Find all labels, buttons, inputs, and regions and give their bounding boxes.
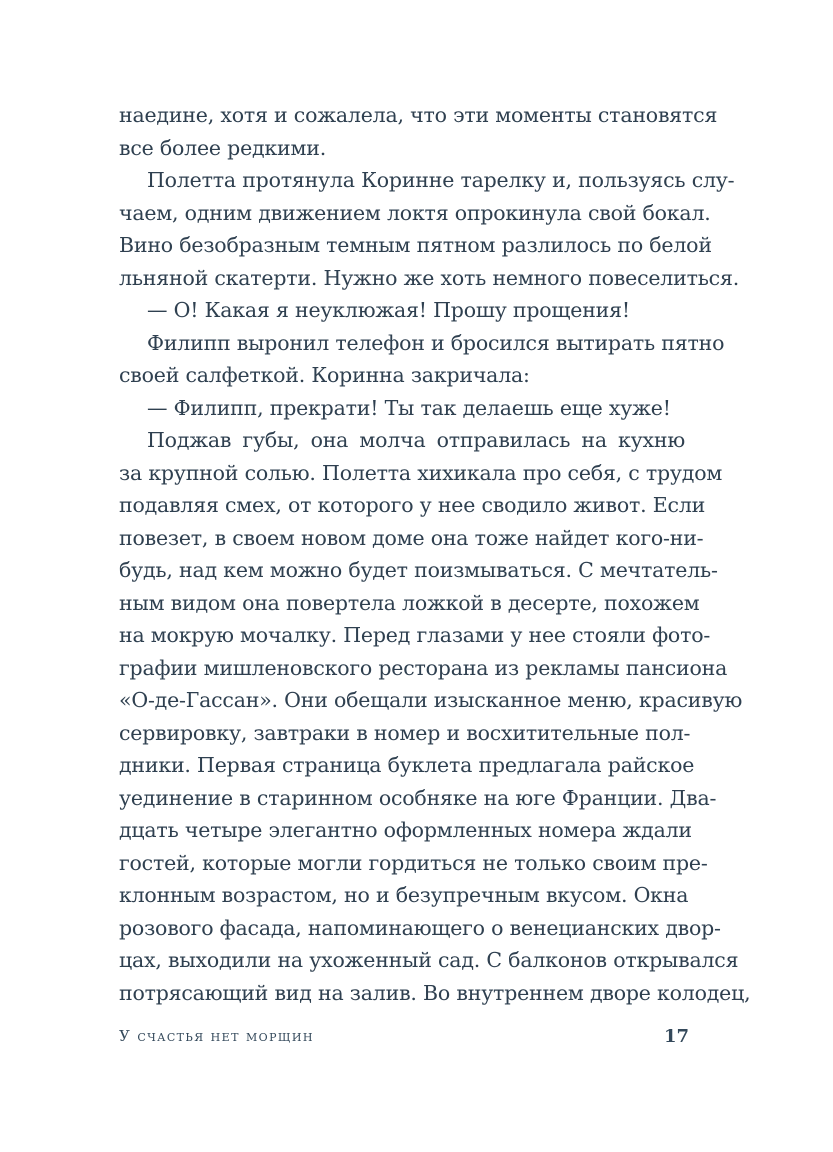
text-line: Полетта протянула Коринне тарелку и, пользуясь слу- [147, 168, 735, 192]
text-line: наедине, хотя и сожалела, что эти моменты становятся [119, 103, 718, 127]
text-line: за крупной солью. Полетта хихикала про себя, с трудом [119, 460, 723, 485]
text-line: Филипп выронил телефон и бросился вытирать пятно [147, 330, 725, 355]
text-line: дники. Первая страница буклета предлагала райское [119, 753, 695, 777]
text-line: Поджав губы, она молча отправилась на кухню [147, 428, 685, 452]
text-line: клонным возрастом, но и безупречным вкусом. Окна [119, 883, 689, 907]
text-line: сервировку, завтраки в номер и восхитительные пол- [119, 720, 691, 745]
text-line: будь, над кем можно будет поизмываться. С мечтатель- [119, 558, 718, 582]
text-line: уединение в старинном особняке на юге Франции. Два- [119, 785, 717, 810]
text-line: дцать четыре элегантно оформленных номера ждали [119, 818, 692, 842]
page-number: 17 [664, 1026, 690, 1047]
text-line: — Филипп, прекрати! Ты так делаешь еще хуже! [147, 395, 671, 420]
text-line: Вино безобразным темным пятном разлилось по белой [119, 233, 712, 257]
text-line: графии мишленовского ресторана из рекламы пансиона [119, 655, 728, 680]
text-line: все более редкими. [119, 135, 327, 160]
text-line: чаем, одним движением локтя опрокинула свой бокал. [119, 200, 711, 225]
text-line: потрясающий вид на залив. Во внутреннем дворе колодец, [119, 980, 751, 1005]
text-line: цах, выходили на ухоженный сад. С балконов открывался [119, 948, 739, 972]
text-line: своей салфеткой. Коринна закричала: [119, 363, 530, 387]
text-line: гостей, которые могли гордиться не только своим пре- [119, 850, 708, 875]
running-footer-title: У счастья нет морщин [119, 1027, 314, 1045]
text-line: розового фасада, напоминающего о венецианских двор- [119, 915, 721, 940]
text-line: льняной скатерти. Нужно же хоть немного повеселиться. [119, 265, 740, 290]
text-line: — О! Какая я неуклюжая! Прошу прощения! [147, 298, 630, 322]
text-line: ным видом она повертела ложкой в десерте, похожем [119, 590, 700, 615]
text-line: «О-де-Гассан». Они обещали изысканное меню, красивую [119, 688, 743, 712]
text-line: повезет, в своем новом доме она тоже найдет кого-ни- [119, 525, 704, 550]
text-line: на мокрую мочалку. Перед глазами у нее стояли фото- [119, 623, 711, 647]
text-line: подавляя смех, от которого у нее сводило живот. Если [119, 493, 706, 517]
page-body [119, 99, 751, 1009]
